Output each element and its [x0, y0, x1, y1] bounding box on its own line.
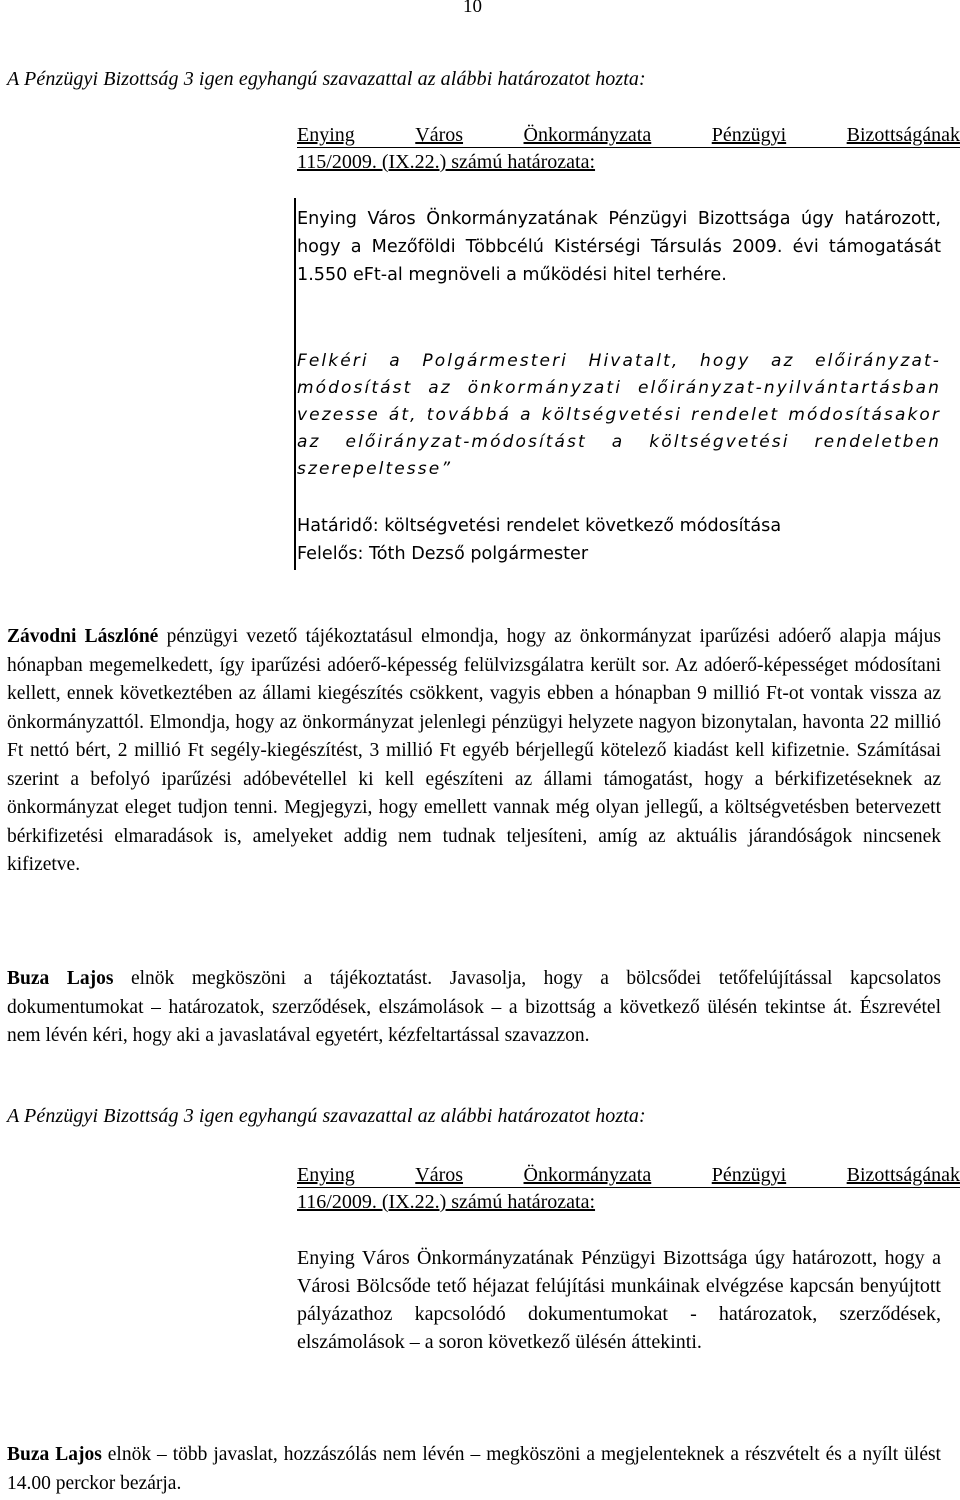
- resolution-body: Enying Város Önkormányzatának Pénzügyi Bizottsága úgy határozott, hogy a Mezőföldi Többcélú Kistérségi Társulás 2009. évi támogatását 1.550 eFt-al megnöveli a működési hitel terhére.: [297, 209, 941, 285]
- title-word: Önkormányzata: [523, 124, 652, 146]
- vote-intro: A Pénzügyi Bizottság 3 igen egyhangú szavazattal az alábbi határozatot hozta:: [7, 1105, 646, 1127]
- title-underline: [297, 147, 960, 148]
- resolution-deadline: Határidő: költségvetési rendelet következő módosítása: [297, 516, 782, 536]
- title-word: Bizottságának: [846, 124, 960, 146]
- resolution-title: [297, 1162, 960, 1216]
- paragraph-text: elnök megköszöni a tájékoztatást. Javasolja, hogy a bölcsődei tetőfelújítással kapcsolatos dokumentumokat – határozatok, szerződések, elszámolások – a bizottság a következő ülésén tekintse át. Észrevétel nem lévén kéri, hogy aki a javaslatával egyetért, kézfeltartással szavazzon.: [7, 968, 941, 1046]
- title-word: Önkormányzata: [523, 1164, 652, 1186]
- title-word: Bizottságának: [846, 1164, 960, 1186]
- paragraph-text: elnök – több javaslat, hozzászólás nem lévén – megköszöni a megjelenteknek a részvételt és a nyílt ülést 14.00 perckor bezárja.: [7, 1444, 941, 1494]
- minutes-paragraph: [7, 623, 941, 880]
- resolution-title: [297, 122, 960, 176]
- minutes-paragraph: [7, 965, 941, 1051]
- resolution-number: 116/2009. (IX.22.) számú határozata:: [297, 1191, 596, 1213]
- title-word: Város: [415, 1164, 464, 1186]
- title-word: Pénzügyi: [711, 124, 787, 146]
- page-number: 10: [463, 0, 482, 17]
- margin-rule: [294, 198, 296, 570]
- vote-intro: A Pénzügyi Bizottság 3 igen egyhangú szavazattal az alábbi határozatot hozta:: [7, 68, 646, 90]
- title-underline: [297, 1187, 960, 1188]
- speaker-name: Buza Lajos: [7, 968, 114, 989]
- resolution-responsible: Felelős: Tóth Dezső polgármester: [297, 544, 589, 564]
- speaker-name: Závodni Lászlóné: [7, 626, 159, 647]
- title-word: Enying: [297, 124, 355, 146]
- resolution-body: Enying Város Önkormányzatának Pénzügyi Bizottsága úgy határozott, hogy a Városi Bölcsőde tető héjazat felújítási munkáinak elvégzése kapcsán benyújtott pályázathoz kapcsolódó dokumentumokat - határozatok, szerződések, elszámolások – a soron következő ülésén áttekinti.: [297, 1247, 941, 1353]
- resolution-request: Felkéri a Polgármesteri Hivatalt, hogy az előirányzat-módosítást az önkormányzati előirányzat-nyilvántartásban vezesse át, továbbá a költségvetési rendelet módosításakor az előirányzat-módosítást a költségvetési rendeletben szerepeltesse”: [297, 351, 941, 479]
- title-word: Város: [415, 124, 464, 146]
- resolution-number: 115/2009. (IX.22.) számú határozata:: [297, 151, 596, 173]
- speaker-name: Buza Lajos: [7, 1444, 102, 1465]
- title-word: Enying: [297, 1164, 355, 1186]
- paragraph-text: pénzügyi vezető tájékoztatásul elmondja, hogy az önkormányzat iparűzési adóerő alapja május hónapban megemelkedett, így iparűzési adóerő-képesség felülvizsgálatra került sor. Az adóerő-képességet módosítani kellett, ennek következtében az állami kiegészítés csökkent, vagyis ebben a hónapban 9 millió Ft-ot vontak vissza az önkormányzattól. Elmondja, hogy az önkormányzat jelenlegi pénzügyi helyzete nagyon bizonytalan, havonta 22 millió Ft nettó bért, 2 millió Ft segély-kiegészítést, 3 millió Ft egyéb bérjellegű kötelező kiadást kell kifizetnie. Számításai szerint a befolyó iparűzési adóbevétellel ki kell egészíteni az állami támogatást, hogy a bérkifizetéseknek az önkormányzat eleget tudjon tenni. Megjegyzi, hogy emellett vannak még olyan jellegű, a költségvetésben betervezett bérkifizetési elmaradások is, amelyeket addig nem tudnak teljesíteni, amíg az aktuális járandóságok nincsenek kifizetve.: [7, 626, 941, 875]
- minutes-paragraph: [7, 1441, 941, 1498]
- title-word: Pénzügyi: [711, 1164, 787, 1186]
